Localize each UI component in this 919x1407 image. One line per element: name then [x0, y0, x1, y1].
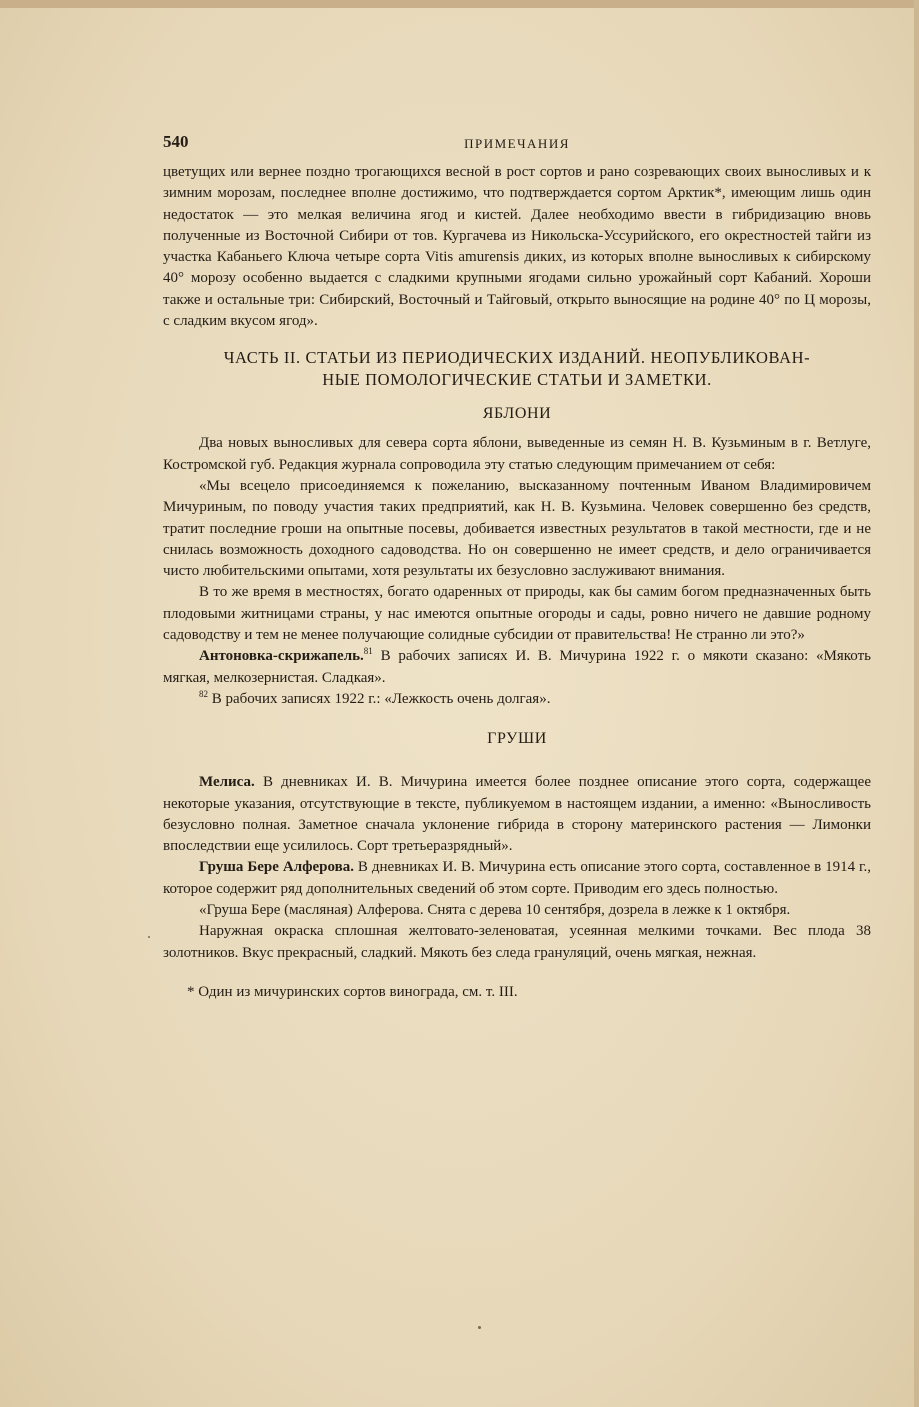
bere-quote-paragraph: «Груша Бере (масляная) Алферова. Снята с дерева 10 сентября, дозрела в лежке к 1 октября.: [199, 902, 791, 919]
editorial-quote-paragraph-2: В то же время в местностях, богато одаренных от природы, как бы самим богом предназначенных быть плодовыми житницами страны, у нас имеются опытные огороды и сады, ровно ничего не давшие родному садоводству и тем не менее получающие солидные субсидии от правительства! Не странно ли это?»: [163, 584, 871, 644]
page-number: 540: [163, 132, 189, 151]
bere-description-paragraph: Наружная окраска сплошная желтовато-зеленоватая, усеянная мелкими точками. Вес плода 38 золотников. Вкус прекрасный, сладкий. Мякоть без следа грануляций, очень мягкая, нежная.: [163, 923, 871, 961]
melisa-text: В дневниках И. В. Мичурина имеется более позднее описание этого сорта, содержащее некоторые указания, отсутствующие в тексте, публикуемом в настоящем издании, а именно: «Выносливость безусловно полная. Заметное сначала уклонение гибрида в сторону материнского растения — Лимонки впоследствии еще усилилось. Сорт третьеразрядный».: [163, 774, 871, 855]
part-title: [163, 347, 871, 391]
bere-paragraph: [163, 857, 871, 900]
paper-speck: [148, 936, 150, 938]
part-title-line-2: НЫЕ ПОМОЛОГИЧЕСКИЕ СТАТЬИ И ЗАМЕТКИ.: [322, 370, 712, 390]
melisa-term: Мелиса.: [199, 774, 255, 791]
continued-paragraph: цветущих или вернее поздно трогающихся весной в рост сортов и рано созревающих своих выносливых и к зимним морозам, последнее вполне достижимо, что подтверждается сортом Арктик*, имеющим лишь один недостаток — это мелкая величина ягод и кистей. Далее необходимо ввести в гибридизацию вновь полученные из Восточной Сибири от тов. Кургачева из Никольска-Уссурийского, его окрестностей тайги из участка Кабаньего Ключа четыре сорта Vitis amurensis диких, из которых вполне выносливых к сибирскому 40° морозу особенно выдается с сладкими крупными ягодами сильно урожайный сорт Кабаний. Хороши также и остальные три: Сибирский, Восточный и Тайговый, открыто выносящие на родине 40° по Ц морозы, с сладким вкусом ягод».: [163, 164, 871, 330]
paper-speck: [478, 1326, 481, 1329]
note-81-paragraph: [163, 646, 871, 689]
note-81-text: В рабочих записях И. В. Мичурина 1922 г. о мякоти сказано: «Мякоть мягкая, мелкозернистая. Сладкая».: [163, 648, 871, 686]
running-head: ПРИМЕЧАНИЯ: [464, 136, 570, 151]
page-right-edge: [914, 0, 919, 1407]
note-81-number: 81: [363, 646, 373, 657]
page-header: [163, 128, 871, 162]
bere-term: Груша Бере Алферова.: [199, 859, 354, 876]
page-top-edge: [0, 0, 919, 8]
page-footnote: * Один из мичуринских сортов винограда, см. т. III.: [187, 983, 518, 1000]
note-81-term: Антоновка-скрижапель.: [199, 648, 364, 665]
bere-text: В дневниках И. В. Мичурина есть описание этого сорта, составленное в 1914 г., которое содержит ряд дополнительных сведений об этом сорте. Приводим его здесь полностью.: [163, 859, 871, 897]
part-title-line-1: ЧАСТЬ II. СТАТЬИ ИЗ ПЕРИОДИЧЕСКИХ ИЗДАНИЙ. НЕОПУБЛИКОВАН-: [223, 348, 811, 368]
note-82-text: В рабочих записях 1922 г.: «Лежкость очень долгая».: [208, 690, 551, 707]
section-title-pears: ГРУШИ: [487, 730, 547, 748]
text-column: [163, 128, 871, 1003]
section-title-apples: ЯБЛОНИ: [482, 405, 552, 423]
note-82-number: 82: [199, 688, 208, 699]
note-82-paragraph: [163, 689, 871, 710]
apples-intro-paragraph: Два новых выносливых для севера сорта яблони, выведенные из семян Н. В. Кузьминым в г. Ветлуге, Костромской губ. Редакция журнала сопроводила эту статью следующим примечанием от себя:: [163, 435, 871, 473]
editorial-quote-paragraph-1: «Мы всецело присоединяемся к пожеланию, высказанному почтенным Иваном Владимировичем Мичуриным, по поводу участия таких предприятий, как Н. В. Кузьмина. Человек совершенно без средств, тратит последние гроши на опытные посевы, добивается известных результатов в такой местности, где и не снилась возможность доходного садоводства. Но он совершенно не имеет средств, и дело ограничивается чисто любительскими опытами, хотя результаты их безусловно заслуживают внимания.: [163, 477, 871, 580]
melisa-paragraph: [163, 772, 871, 857]
